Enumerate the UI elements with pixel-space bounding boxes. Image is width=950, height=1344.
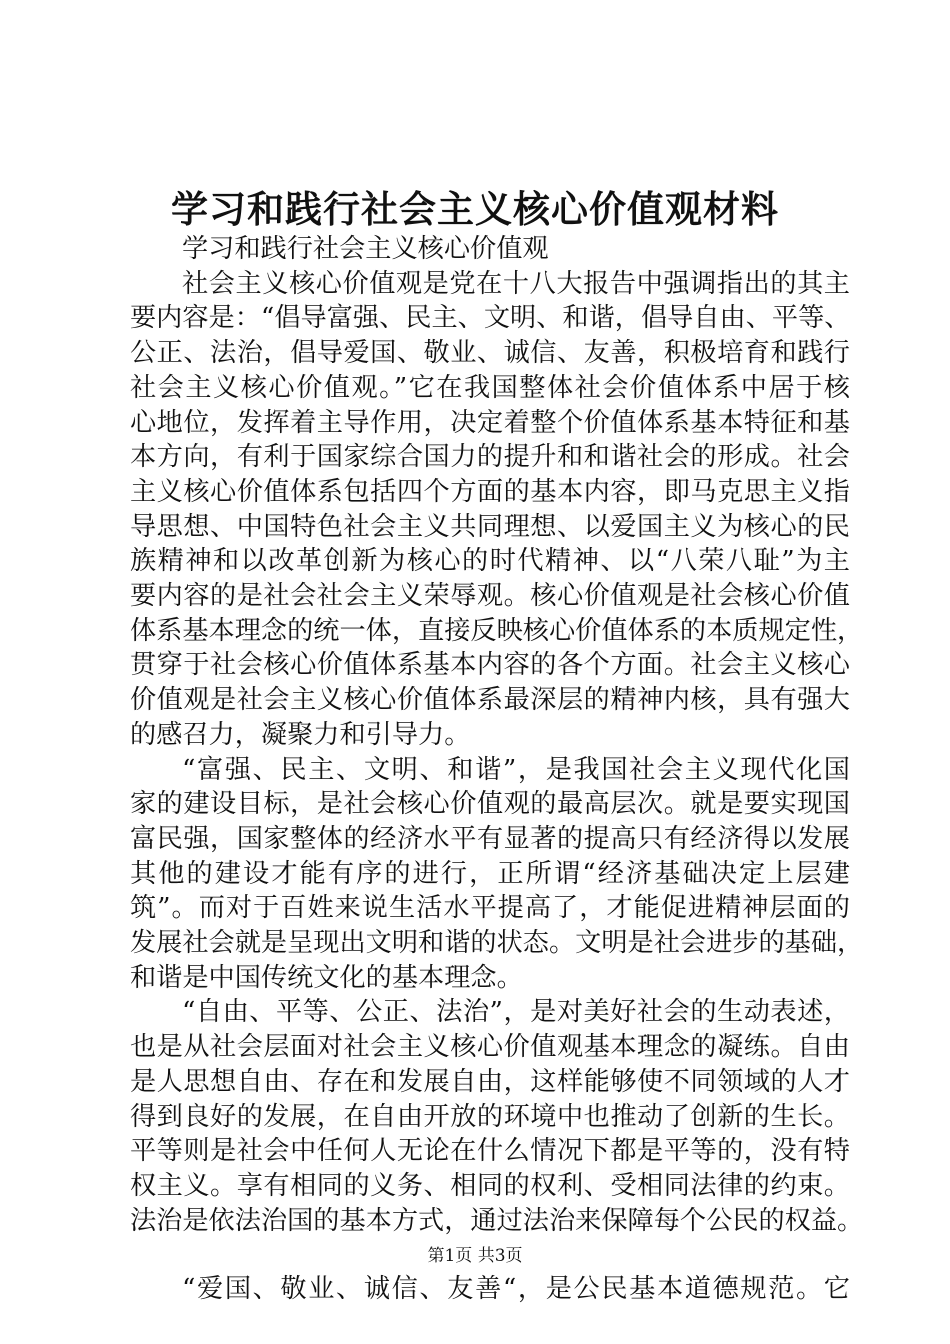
paragraph-2 [130, 753, 864, 996]
paragraph-line: 筑”。而对于百姓来说生活水平提高了，才能促进精神层面的 [130, 893, 850, 924]
paragraph-line: 心地位，发挥着主导作用，决定着整个价值体系基本特征和基 [130, 407, 850, 438]
page-footer: 第1页 共3页 [427, 1246, 523, 1266]
document-body [130, 232, 864, 1307]
paragraph-line: 的感召力，凝聚力和引导力。 [130, 719, 471, 750]
paragraph-line: 平等则是社会中任何人无论在什么情况下都是平等的，没有特 [130, 1136, 850, 1167]
paragraph-line: “富强、民主、文明、和谐”，是我国社会主义现代化国 [182, 754, 850, 785]
paragraph-3 [130, 995, 864, 1238]
paragraph-line: 权主义。享有相同的义务、相同的权利、受相同法律的约束。 [130, 1170, 850, 1201]
document-title: 学习和践行社会主义核心价值观材料 [171, 187, 779, 231]
paragraph-4 [130, 1272, 850, 1307]
paragraph-line: 要内容是：“倡导富强、民主、文明、和谐，倡导自由、平等、 [130, 303, 851, 334]
paragraph-line: 公正、法治，倡导爱国、敬业、诚信、友善，积极培育和践行 [130, 338, 850, 369]
paragraph-line: 本方向，有利于国家综合国力的提升和和谐社会的形成。社会 [130, 442, 850, 473]
subtitle-paragraph [130, 232, 850, 267]
paragraph-line: 社会主义核心价值观是党在十八大报告中强调指出的其主 [182, 268, 850, 299]
paragraph-line: 富民强，国家整体的经济水平有显著的提高只有经济得以发展 [130, 823, 850, 854]
paragraph-line: 要内容的是社会社会主义荣辱观。核心价值观是社会核心价值 [130, 581, 850, 612]
paragraph-line: 体系基本理念的统一体，直接反映核心价值体系的本质规定性， [130, 615, 864, 646]
paragraph-line: 导思想、中国特色社会主义共同理想、以爱国主义为核心的民 [130, 511, 850, 542]
paragraph-line: 是人思想自由、存在和发展自由，这样能够使不同领域的人才 [130, 1066, 850, 1097]
paragraph-line: 也是从社会层面对社会主义核心价值观基本理念的凝练。自由 [130, 1032, 850, 1063]
paragraph-line: “自由、平等、公正、法治”，是对美好社会的生动表述， [182, 997, 850, 1028]
paragraph-line: 家的建设目标，是社会核心价值观的最高层次。就是要实现国 [130, 789, 850, 820]
paragraph-line: “爱国、敬业、诚信、友善“，是公民基本道德规范。它 [182, 1274, 850, 1305]
paragraph-1 [130, 267, 864, 753]
paragraph-line: 贯穿于社会核心价值体系基本内容的各个方面。社会主义核心 [130, 650, 850, 681]
paragraph-line: 得到良好的发展，在自由开放的环境中也推动了创新的生长。 [130, 1101, 850, 1132]
paragraph-line: 族精神和以改革创新为核心的时代精神、以“八荣八耻”为主 [130, 546, 850, 577]
paragraph-line: 学习和践行社会主义核心价值观 [182, 234, 549, 264]
paragraph-line: 主义核心价值体系包括四个方面的基本内容，即马克思主义指 [130, 476, 850, 507]
paragraph-line: 社会主义核心价值观。”它在我国整体社会价值体系中居于核 [130, 372, 850, 403]
paragraph-line: 价值观是社会主义核心价值体系最深层的精神内核，具有强大 [130, 685, 850, 716]
paragraph-line: 法治是依法治国的基本方式，通过法治来保障每个公民的权益。 [130, 1205, 864, 1236]
paragraph-line: 发展社会就是呈现出文明和谐的状态。文明是社会进步的基础， [130, 928, 864, 959]
paragraph-line: 其他的建设才能有序的进行，正所谓“经济基础决定上层建 [130, 858, 850, 889]
paragraph-line: 和谐是中国传统文化的基本理念。 [130, 962, 523, 993]
